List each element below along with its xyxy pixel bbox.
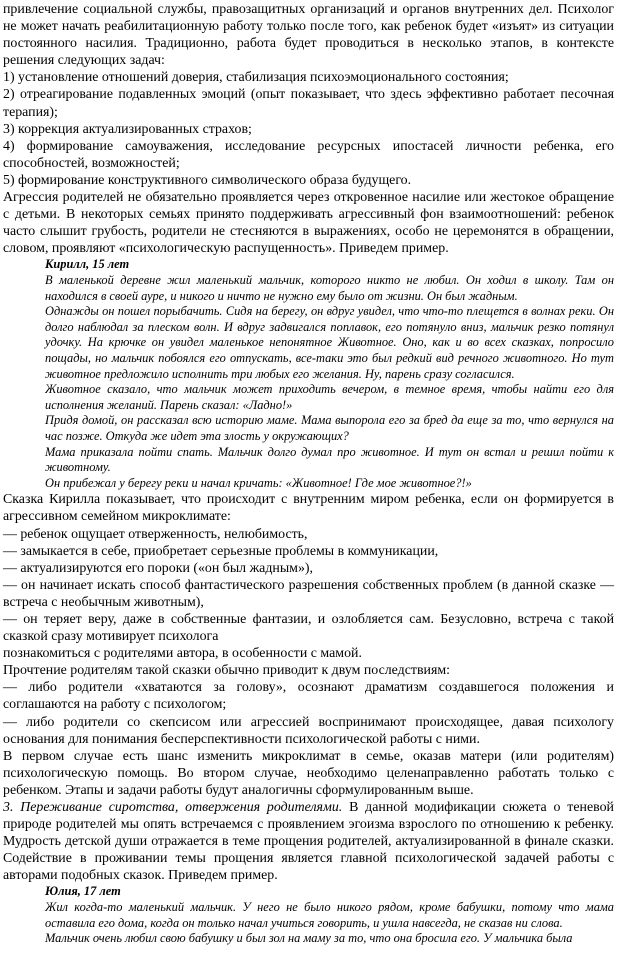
- story-paragraph: Придя домой, он рассказал всю историю маме. Мама выпорола его за бред да еще за то, что вернулся на час позже. Откуда же идет эта злость у окружающих?: [45, 413, 614, 443]
- story-author: Кирилл, 15 лет: [45, 257, 130, 272]
- story-kirill: [3, 257, 614, 491]
- section-3-text: В данной модификации сюжета о теневой природе родителей мы опять встречаемся с проявлением эгоизма взрослого по отношению к ребенку. Мудрость детской души отражается в теме прощения родителей, актуализированной в финале сказки. Содействие в проживании темы прощения является главной психологической задачей работы с авторами подобных сказок. Приведем пример.: [3, 800, 614, 884]
- task-item-4: 4) формирование самоуважения, исследование ресурсных ипостасей личности ребенка, его способностей, возможностей;: [3, 138, 614, 171]
- analysis-item: — замыкается в себе, приобретает серьезные проблемы в коммуникации,: [3, 543, 439, 559]
- analysis-paragraph: Сказка Кирилла показывает, что происходит с внутренним миром ребенка, если он формируется в агрессивном семейном микроклимате:: [3, 492, 614, 525]
- analysis-item: — он теряет веру, даже в собственные фантазии, и озлобляется сам. Безусловно, встреча с такой сказкой сразу мотивирует психолога: [3, 611, 614, 645]
- intro-paragraph: привлечение социальной службы, правозащитных организаций и органов внутренних дел. Психолог не может начать реабилитационную работу только после того, как ребенок будет «изъят» из ситуации постоянного насилия. Традиционно, работа будет проводиться в несколько этапов, в контексте решения следующих задач:: [3, 2, 614, 69]
- story-paragraph: В маленькой деревне жил маленький мальчик, которого никто не любил. Он ходил в школу. Там он находился в своей ауре, и никого и ничто не нужно ему было от жизни. Он был жадным.: [45, 273, 614, 303]
- story-paragraph: Животное сказало, что мальчик может приходить вечером, в темное время, чтобы найти его для исполнения желаний. Парень сказал: «Ладно!»: [45, 382, 614, 412]
- analysis-item: — ребенок ощущает отверженность, нелюбимость,: [3, 526, 308, 542]
- analysis-line: познакомиться с родителями автора, в особенности с мамой.: [3, 646, 362, 662]
- aggression-paragraph: Агрессия родителей не обязательно проявляется через откровенное насилие или жестокое обращение с детьми. В некоторых семьях принято поддерживать агрессивный фон взаимоотношений: ребенок часто слышит грубость, родители не стесняются в выражениях, особо не церемонятся в обращении, словом, проявляют «психологическую распущенность». Приведем пример.: [3, 190, 614, 257]
- story-paragraph: Мама приказала пойти спать. Мальчик долго думал про животное. И тут он встал и решил пойти к животному.: [45, 444, 614, 475]
- analysis-item: — он начинает искать способ фантастического разрешения собственных проблем (в данной сказке — встреча с необычным животным),: [3, 577, 614, 610]
- analysis-section: [3, 491, 614, 799]
- story-author: Юлия, 17 лет: [45, 884, 121, 899]
- task-item-1: 1) установление отношений доверия, стабилизация психоэмоционального состояния;: [3, 70, 509, 86]
- cases-paragraph: В первом случае есть шанс изменить микроклимат в семье, оказав матери (или родителям) психологическую помощь. Во втором случае, необходимо целенаправленно работать только с ребенком. Этапы и задачи работы будут аналогичны сформулированным выше.: [3, 748, 614, 798]
- task-item-2: 2) отреагирование подавленных эмоций (опыт показывает, что здесь эффективно работает песочная терапия);: [3, 87, 614, 120]
- story-paragraph: Однажды он пошел порыбачить. Сидя на берегу, он вдруг увидел, что что-то плещется в волнах реки. Он долго наблюдал за плеском волн. И вдруг задвигался поплавок, его потянуло вниз, мальчик резко потянул удочку. На крючке он увидел маленькое непонятное Животное. Оно, как и во всех сказках, попросило пощады, но мальчик побоялся его отпускать, все-таки это был редкий вид речного животного. Но тут животное предложило исполнить три любых его желания. Ну, парень сразу согласился.: [45, 304, 614, 381]
- task-item-3: 3) коррекция актуализированных страхов;: [3, 121, 252, 137]
- story-paragraph: Мальчик очень любил свою бабушку и был зол на маму за то, что она бросила его. У мальчика была: [45, 931, 573, 946]
- section-3-paragraph: [3, 799, 614, 884]
- consequence-item: — либо родители «хватаются за голову», осознают драматизм создавшегося положения и соглашаются на работу с психологом;: [3, 680, 614, 713]
- section-3-heading: 3. Переживание сиротства, отвержения родителями.: [3, 800, 343, 815]
- consequence-item: — либо родители со скепсисом или агрессией воспринимают происходящее, давая психологу основания для понимания бесперспективности психологической работы с ними.: [3, 714, 614, 747]
- analysis-item: — актуализируются его пороки («он был жадным»),: [3, 560, 314, 576]
- intro-section: [3, 1, 614, 257]
- story-paragraph: Он прибежал у берегу реки и начал кричать: «Животное! Где мое животное?!»: [45, 475, 472, 490]
- story-paragraph: Жил когда-то маленький мальчик. У него не было никого рядом, кроме бабушки, потому что мама оставила его дома, когда он только начал учиться говорить, и ушла навсегда, не сказав ни слова.: [45, 900, 614, 930]
- task-item-5: 5) формирование конструктивного символического образа будущего.: [3, 172, 412, 188]
- story-yulia: [3, 884, 614, 946]
- consequences-paragraph: Прочтение родителям такой сказки обычно приводит к двум последствиям:: [3, 663, 450, 679]
